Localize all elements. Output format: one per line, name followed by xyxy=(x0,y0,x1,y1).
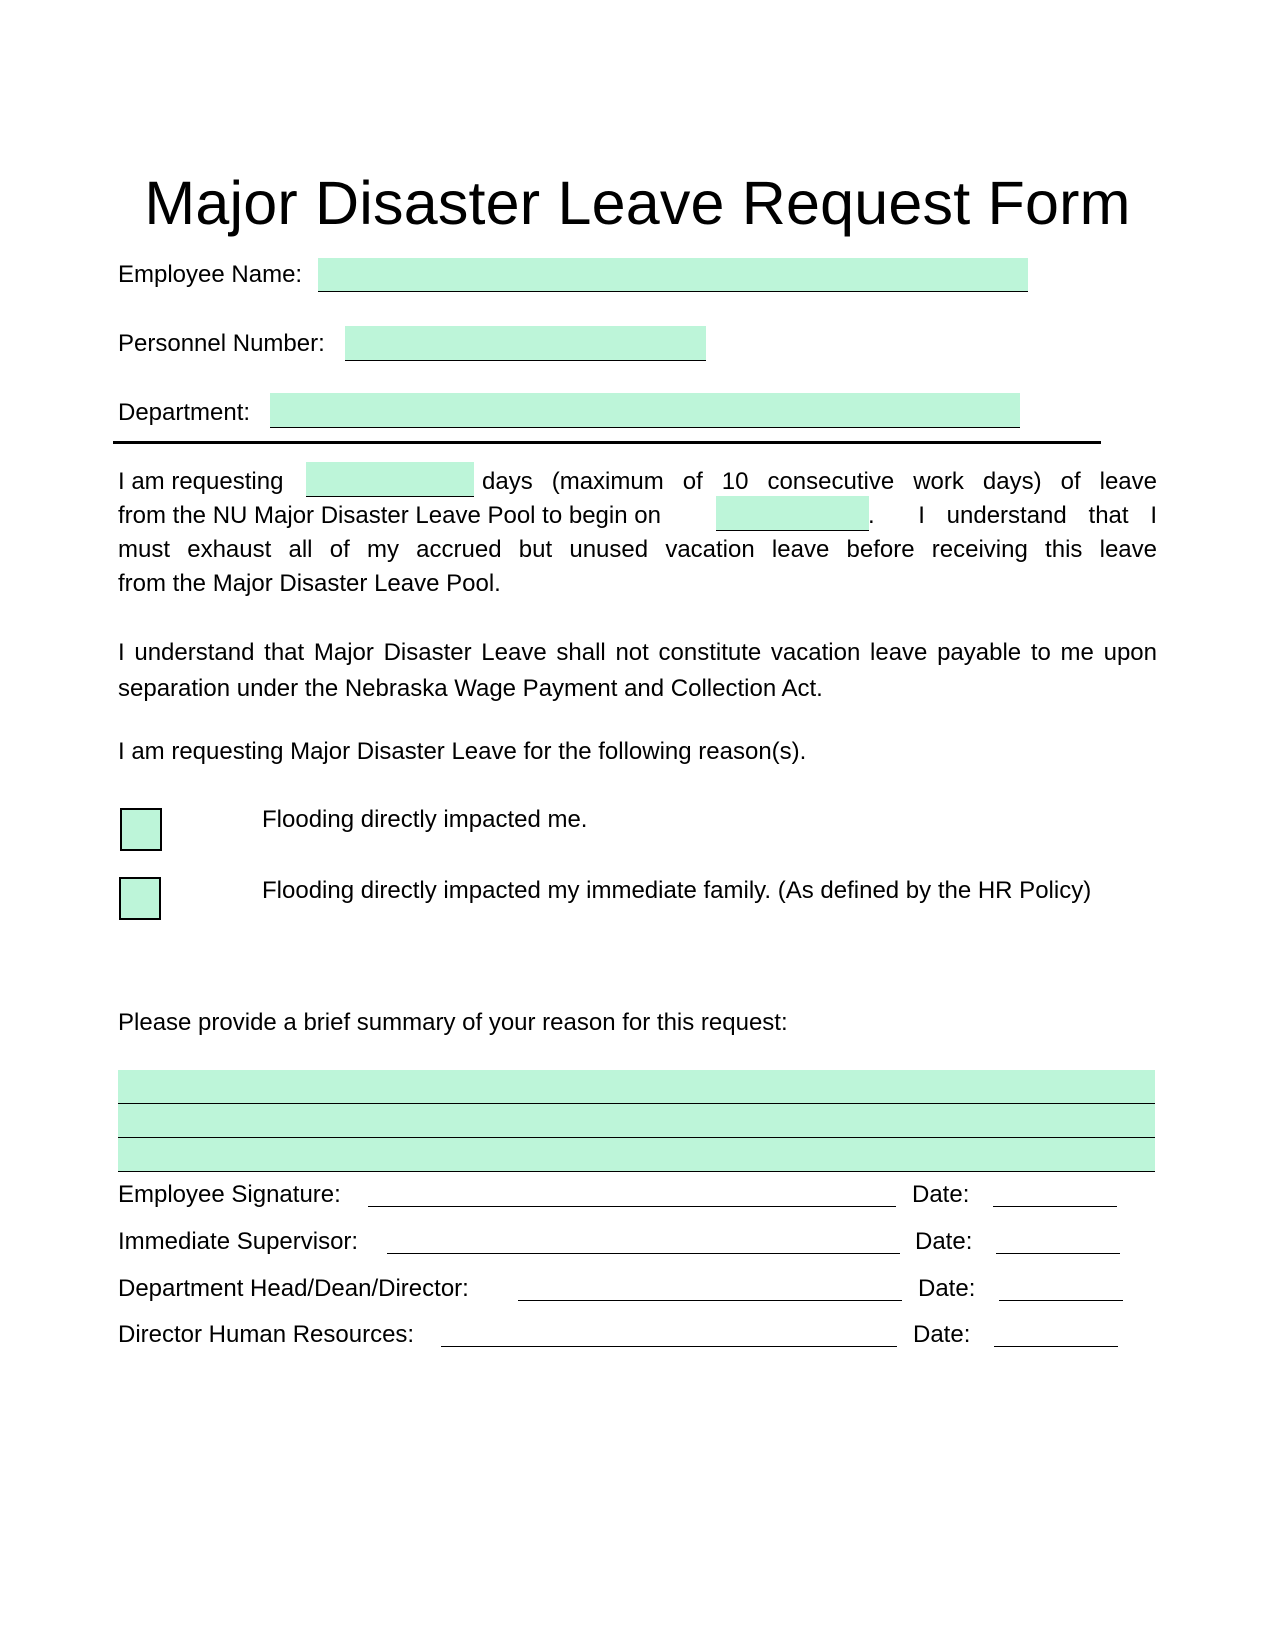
reason-label-family: Flooding directly impacted my immediate family. (As defined by the HR Policy) xyxy=(262,877,1092,904)
request-text-1a: I am requesting xyxy=(118,468,284,495)
department-head-date-label: Date: xyxy=(918,1275,976,1302)
personnel-number-field[interactable] xyxy=(345,326,706,361)
supervisor-signature-label: Immediate Supervisor: xyxy=(118,1228,359,1255)
request-text-1c: from the NU Major Disaster Leave Pool to begin on xyxy=(118,502,661,529)
summary-prompt: Please provide a brief summary of your reason for this request: xyxy=(118,1009,788,1036)
section-divider xyxy=(113,441,1101,444)
signature-row-supervisor xyxy=(118,1227,1158,1257)
reason-checkbox-family[interactable] xyxy=(119,877,161,920)
hr-director-date-line[interactable] xyxy=(994,1346,1118,1347)
request-text-1b: days (maximum of 10 consecutive work days) of leave xyxy=(482,468,1157,495)
employee-date-label: Date: xyxy=(912,1181,970,1208)
hr-director-signature-label: Director Human Resources: xyxy=(118,1321,415,1348)
department-head-signature-line[interactable] xyxy=(518,1300,902,1301)
summary-line-3[interactable] xyxy=(118,1138,1155,1172)
department-head-signature-label: Department Head/Dean/Director: xyxy=(118,1275,469,1302)
department-field[interactable] xyxy=(270,393,1020,428)
page-title: Major Disaster Leave Request Form xyxy=(144,169,1131,237)
days-requested-field[interactable] xyxy=(306,462,474,497)
summary-line-2[interactable] xyxy=(118,1104,1155,1138)
reason-label-self: Flooding directly impacted me. xyxy=(262,806,588,833)
vacation-payout-statement: I understand that Major Disaster Leave shall not constitute vacation leave payable to me upon separation under the Nebraska Wage Payment and Collection Act. xyxy=(118,639,1157,702)
signature-row-employee xyxy=(118,1180,1158,1210)
department-head-date-line[interactable] xyxy=(999,1300,1123,1301)
request-text-1e: must exhaust all of my accrued but unused vacation leave before receiving this leave xyxy=(118,536,1157,563)
personnel-number-label: Personnel Number: xyxy=(118,330,325,357)
reasons-intro: I am requesting Major Disaster Leave for the following reason(s). xyxy=(118,738,807,765)
supervisor-signature-line[interactable] xyxy=(387,1253,900,1254)
signature-row-department-head xyxy=(118,1274,1158,1304)
reason-checkbox-self[interactable] xyxy=(120,808,162,851)
supervisor-date-label: Date: xyxy=(915,1228,973,1255)
hr-director-signature-line[interactable] xyxy=(441,1346,897,1347)
request-text-1d: . I understand that I xyxy=(868,502,1157,529)
request-text-1f: from the Major Disaster Leave Pool. xyxy=(118,570,501,597)
employee-name-label: Employee Name: xyxy=(118,261,303,288)
summary-line-1[interactable] xyxy=(118,1070,1155,1104)
supervisor-date-line[interactable] xyxy=(996,1253,1120,1254)
employee-date-line[interactable] xyxy=(993,1206,1117,1207)
employee-signature-label: Employee Signature: xyxy=(118,1181,341,1208)
employee-signature-line[interactable] xyxy=(368,1206,896,1207)
department-label: Department: xyxy=(118,399,251,426)
signature-row-hr-director xyxy=(118,1320,1158,1350)
employee-name-field[interactable] xyxy=(318,258,1028,292)
hr-director-date-label: Date: xyxy=(913,1321,971,1348)
leave-start-date-field[interactable] xyxy=(716,496,869,531)
